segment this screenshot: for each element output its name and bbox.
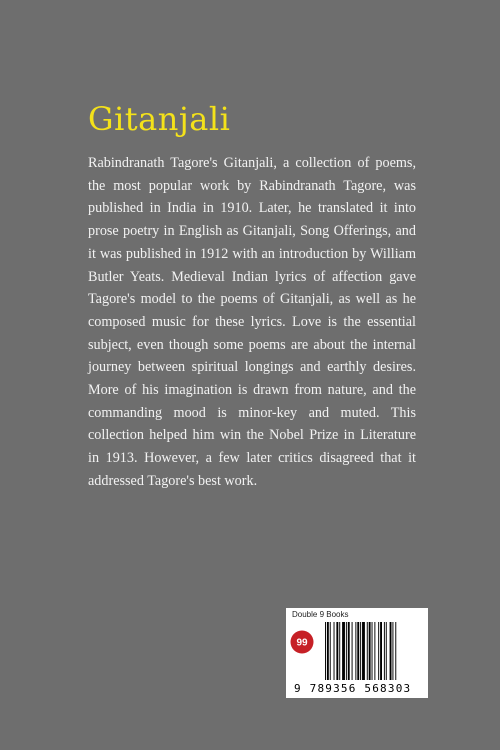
barcode-bar [390,622,392,680]
barcode-bar [346,622,347,680]
book-title: Gitanjali [88,100,231,138]
barcode-bar [330,622,331,680]
isbn-barcode [324,622,422,680]
barcode-bar [327,622,329,680]
barcode-bar [362,622,365,680]
barcode-bar [374,622,375,680]
barcode-bar [360,622,361,680]
barcode-bar [369,622,371,680]
barcode-bar [357,622,359,680]
barcode-bar [339,622,340,680]
publisher-logo-icon [290,630,314,654]
barcode-bar [325,622,326,680]
barcode-bar [355,622,356,680]
barcode-bar [367,622,368,680]
barcode-panel [286,608,428,698]
barcode-bar [395,622,396,680]
barcode-bar [352,622,353,680]
barcode-bar [384,622,385,680]
barcode-bar [386,622,387,680]
isbn-number: 9 789356 568303 [294,682,412,695]
barcode-bar [392,622,393,680]
logo-text: 99 [296,637,308,649]
barcode-bar [378,622,379,680]
barcode-bar [342,622,345,680]
barcode-bar [372,622,373,680]
barcode-bar [336,622,338,680]
barcode-bar [334,622,335,680]
publisher-name: Double 9 Books [292,610,349,619]
barcode-bar [348,622,350,680]
barcode-bar [380,622,382,680]
book-description: Rabindranath Tagore's Gitanjali, a collection of poems, the most popular work by Rabindranath Tagore, was published in India in 1910. Later, he translated it into prose poetry in English as Gitanjali, Song Offerings, and it was published in 1912 with an introduction by William Butler Yeats. Medieval Indian lyrics of affection gave Tagore's model to the poems of Gitanjali, as well as he composed music for these lyrics. Love is the essential subject, even though some poems are about the internal journey between spiritual longings and earthly desires. More of his imagination is drawn from nature, and the commanding mood is minor-key and muted. This collection helped him win the Nobel Prize in Literature in 1913. However, a few later critics disagreed that it addressed Tagore's best work. [88,155,416,489]
